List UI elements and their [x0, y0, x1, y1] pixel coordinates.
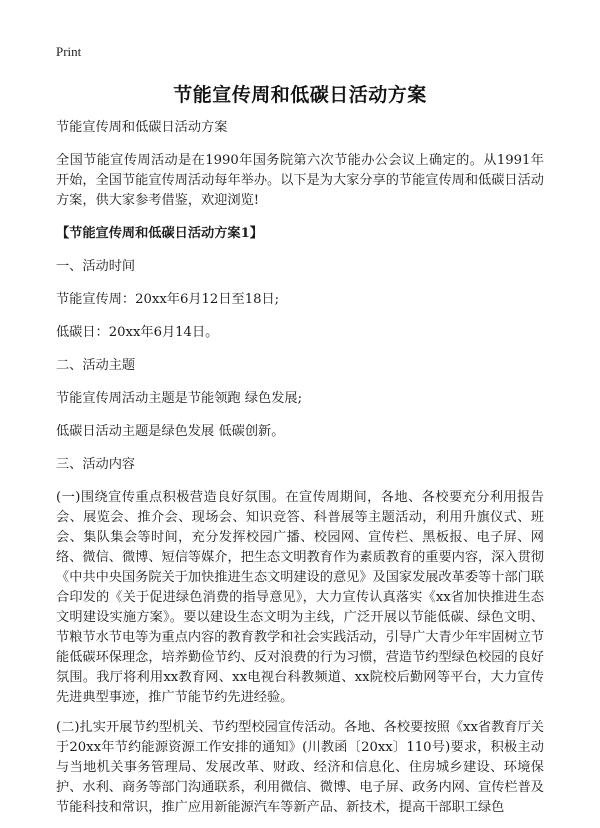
document-body [56, 118, 544, 828]
print-link[interactable]: Print [56, 44, 82, 59]
section-heading-time: 一、活动时间 [56, 259, 136, 274]
time-week-paragraph: 节能宣传周：20xx年6月12日至18日; [56, 292, 280, 307]
plan-heading: 【节能宣传周和低碳日活动方案1】 [56, 226, 263, 241]
document-subtitle: 节能宣传周和低碳日活动方案 [56, 120, 228, 135]
section-heading-theme: 二、活动主题 [56, 358, 136, 373]
intro-paragraph: 全国节能宣传周活动是在1990年国务院第六次节能办公会议上确定的。从1991年开始，全国节能宣传周活动每年举办。以下是为大家分享的节能宣传周和低碳日活动方案，供大家参考借鉴，欢迎浏览! [56, 153, 544, 208]
section-heading-content: 三、活动内容 [56, 457, 136, 472]
content-paragraph-1: (一)围绕宣传重点积极营造良好氛围。在宣传周期间，各地、各校要充分利用报告会、展览会、推介会、现场会、知识竞答、科普展等主题活动，利用升旗仪式、班会、集队集会等时间，充分发挥校园广播、校园网、宣传栏、黑板报、电子屏、网络、微信、微博、短信等媒介，把生态文明教育作为素质教育的重要内容，深入贯彻《中共中央国务院关于加快推进生态文明建设的意见》及国家发展改革委等十部门联合印发的《关于促进绿色消费的指导意见》，大力宣传认真落实《xx省加快推进生态文明建设实施方案》。要以建设生态文明为主线，广泛开展以节能低碳、绿色文明、节粮节水节电等为重点内容的教育教学和社会实践活动，引导广大青少年牢固树立节能低碳环保理念，培养勤俭节约、反对浪费的行为习惯，营造节约型绿色校园的良好氛围。我厅将利用xx教育网、xx电视台科教频道、xx院校后勤网等平台，大力宣传先进典型事迹，推广节能节约先进经验。 [56, 490, 544, 705]
theme-day-paragraph: 低碳日活动主题是绿色发展 低碳创新。 [56, 424, 285, 439]
theme-week-paragraph: 节能宣传周活动主题是节能领跑 绿色发展; [56, 391, 303, 406]
content-paragraph-2: (二)扎实开展节约型机关、节约型校园宣传活动。各地、各校要按照《xx省教育厅关于20xx年节约能源资源工作安排的通知》(川教函〔20xx〕110号)要求，积极主动与当地机关事务管理局、发展改革、财政、经济和信息化、住房城乡建设、环境保护、水利、商务等部门沟通联系，利用微信、微博、电子屏、政务内网、宣传栏普及节能科技和常识，推广应用新能源汽车等新产品、新技术，提高干部职工绿色 [56, 720, 544, 815]
time-day-paragraph: 低碳日：20xx年6月14日。 [56, 325, 219, 340]
page-title: 节能宣传周和低碳日活动方案 [173, 84, 427, 106]
